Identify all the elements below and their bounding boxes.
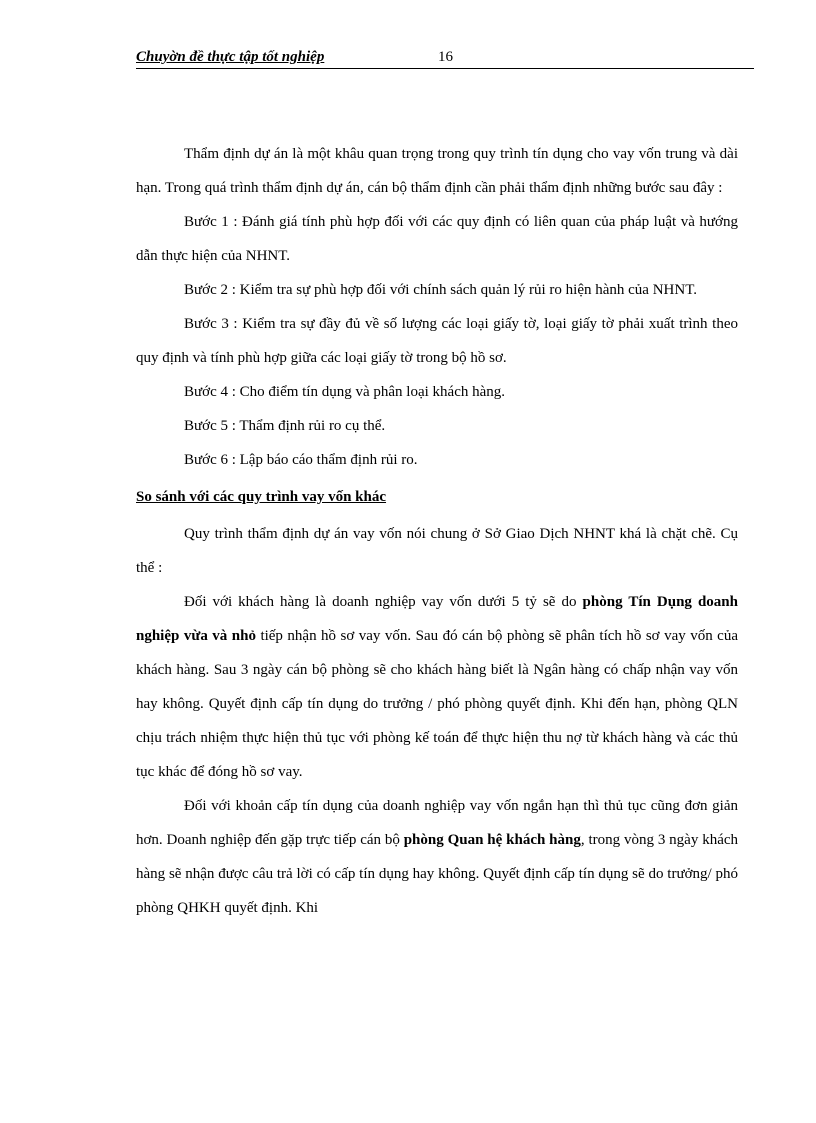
- intro-paragraph: Thẩm định dự án là một khâu quan trọng trong quy trình tín dụng cho vay vốn trung và dài hạn. Trong quá trình thẩm định dự án, cán bộ thẩm định cần phải thẩm định những bước sau đây :: [136, 146, 738, 196]
- step-3: Bước 3 : Kiểm tra sự đầy đủ về số lượng các loại giấy tờ, loại giấy tờ phải xuất trình theo quy định và tính phù hợp giữa các loại giấy tờ trong bộ hồ sơ.: [136, 316, 738, 366]
- document-body: [136, 137, 738, 925]
- sme-text-start: Đối với khách hàng là doanh nghiệp vay vốn dưới 5 tỷ sẽ do: [184, 594, 583, 610]
- short-term-text-end: , trong vòng 3 ngày khách hàng sẽ nhận được câu trả lời có cấp tín dụng hay không. Quyết định cấp tín dụng sẽ do trưởng/ phó phòng QHKH quyết định. Khi: [136, 832, 739, 916]
- step-6: Bước 6 : Lập báo cáo thẩm định rủi ro.: [184, 452, 418, 468]
- section-intro-paragraph: Quy trình thẩm định dự án vay vốn nói chung ở Sở Giao Dịch NHNT khá là chặt chẽ. Cụ thể :: [136, 526, 738, 576]
- step-5: Bước 5 : Thẩm định rủi ro cụ thể.: [184, 418, 386, 434]
- sme-loan-paragraph: [136, 585, 738, 789]
- step-2: Bước 2 : Kiểm tra sự phù hợp đối với chính sách quản lý rủi ro hiện hành của NHNT.: [184, 282, 698, 298]
- sme-text-end: tiếp nhận hồ sơ vay vốn. Sau đó cán bộ phòng sẽ phân tích hồ sơ vay vốn của khách hàng. Sau 3 ngày cán bộ phòng sẽ cho khách hàng biết là Ngân hàng có chấp nhận vay vốn hay không. Quyết định cấp tín dụng do trưởng / phó phòng quyết định. Khi đến hạn, phòng QLN chịu trách nhiệm thực hiện thủ tục với phòng kế toán để thực hiện thu nợ từ khách hàng và các thủ tục khác để đóng hồ sơ vay.: [136, 628, 739, 780]
- section-heading: So sánh với các quy trình vay vốn khác: [136, 489, 387, 505]
- sme-department-name: phòng Tín Dụng doanh nghiệp vừa và nhỏ: [136, 594, 738, 644]
- client-relations-department-name: phòng Quan hệ khách hàng: [403, 832, 581, 848]
- page-header: [136, 49, 754, 69]
- short-term-text-start: Đối với khoản cấp tín dụng của doanh nghiệp vay vốn ngắn hạn thì thủ tục cũng đơn giản hơn. Doanh nghiệp đến gặp trực tiếp cán bộ: [136, 798, 738, 848]
- step-1: Bước 1 : Đánh giá tính phù hợp đối với các quy định có liên quan của pháp luật và hướng dẫn thực hiện của NHNT.: [136, 214, 738, 264]
- short-term-loan-paragraph: [136, 789, 738, 925]
- step-4: Bước 4 : Cho điểm tín dụng và phân loại khách hàng.: [184, 384, 506, 400]
- document-title: Chuyờn đề thực tập tốt nghiệp: [136, 49, 325, 65]
- page-number: 16: [438, 49, 453, 65]
